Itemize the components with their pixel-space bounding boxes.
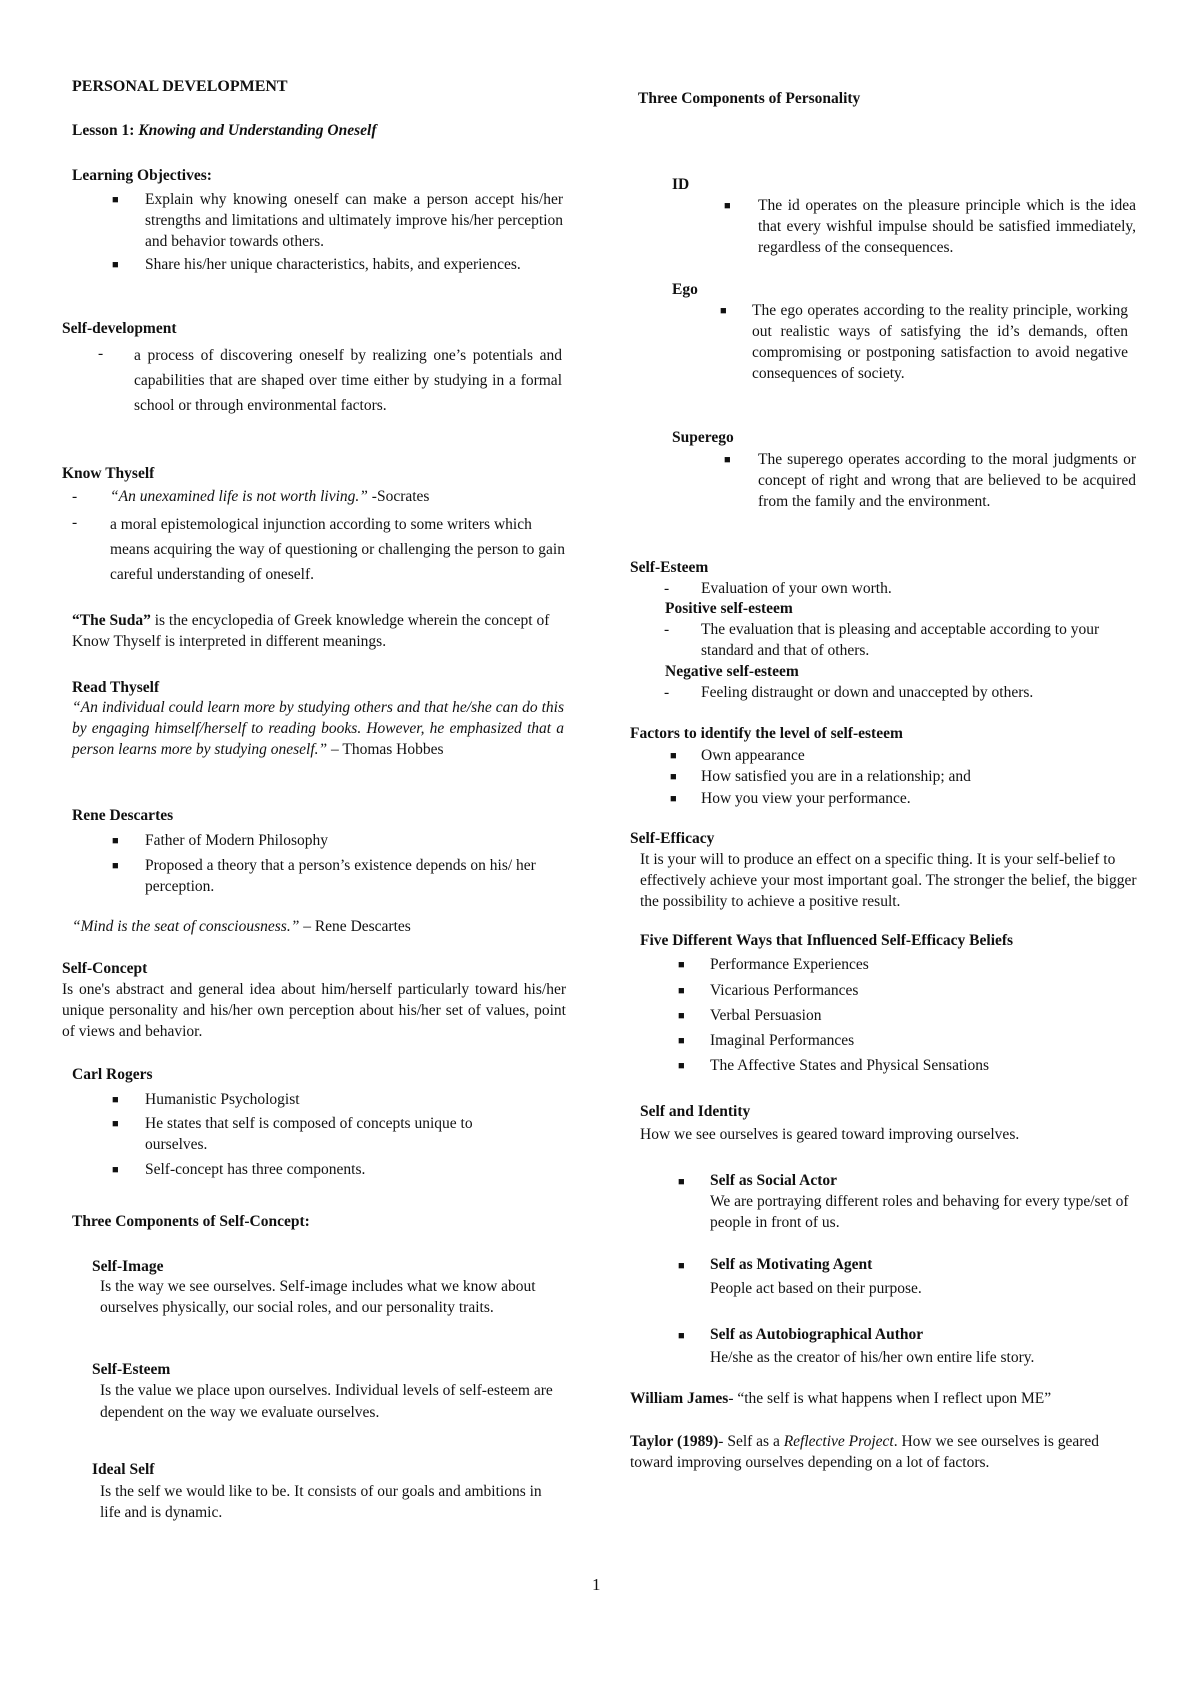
ego-heading: Ego — [672, 281, 698, 298]
bullet-icon: ■ — [678, 1060, 685, 1072]
self-image-heading: Self-Image — [92, 1258, 164, 1275]
rogers-item: Humanistic Psychologist — [145, 1091, 300, 1108]
bullet-icon: ■ — [678, 1260, 685, 1272]
positive-esteem-heading: Positive self-esteem — [665, 600, 793, 617]
self-identity-text: How we see ourselves is geared toward improving ourselves. — [640, 1126, 1020, 1143]
descartes-quote — [72, 916, 411, 937]
self-esteem-text: Is the value we place upon ourselves. Individual levels of self-esteem are dependent on the way we evaluate ourselves. — [100, 1382, 553, 1421]
five-ways-heading: Five Different Ways that Influenced Self-Efficacy Beliefs — [640, 932, 1014, 949]
motivating-agent-text: People act based on their purpose. — [710, 1280, 922, 1297]
objective-item: Share his/her unique characteristics, habits, and experiences. — [145, 256, 521, 273]
five-ways-item: Vicarious Performances — [710, 982, 859, 999]
bullet-icon: ■ — [678, 1035, 685, 1047]
suda-title: “The Suda” — [72, 612, 151, 629]
bullet-icon: ■ — [678, 1010, 685, 1022]
suda-text: is the encyclopedia of Greek knowledge wherein the concept of Know Thyself is interpreted in different meanings. — [72, 612, 550, 650]
self-efficacy-text: It is your will to produce an effect on a specific thing. It is your self-belief to effectively achieve your most important goal. The stronger the belief, the bigger the possibility to achieve a positive result. — [640, 851, 1137, 910]
five-ways-item: Performance Experiences — [710, 956, 869, 973]
id-heading: ID — [672, 176, 690, 193]
descartes-item: Father of Modern Philosophy — [145, 832, 328, 849]
bullet-icon: ■ — [112, 1094, 119, 1106]
william-james-name: William James — [630, 1390, 729, 1407]
page-number: 1 — [592, 1575, 601, 1594]
socrates-quote — [110, 486, 429, 507]
self-development-heading: Self-development — [62, 320, 177, 337]
dash-marker: - — [664, 580, 670, 597]
bullet-icon: ■ — [678, 985, 685, 997]
quote-author: – Thomas Hobbes — [327, 741, 444, 758]
social-actor-title: Self as Social Actor — [710, 1172, 837, 1189]
taylor-italic: Reflective Project — [783, 1433, 894, 1450]
carl-rogers-heading: Carl Rogers — [72, 1066, 153, 1083]
ego-text: The ego operates according to the reality principle, working out realistic ways of satisfying the id’s demands, often compromising or postponing satisfaction to avoid negative consequences of society. — [752, 302, 1128, 382]
rogers-item: He states that self is composed of concepts unique to ourselves. — [145, 1115, 473, 1153]
objectives-heading: Learning Objectives: — [72, 167, 212, 184]
descartes-heading: Rene Descartes — [72, 807, 174, 824]
bullet-icon: ■ — [112, 1118, 119, 1130]
quote-text: “Mind is the seat of consciousness.” — [72, 918, 300, 935]
suda-paragraph — [72, 610, 564, 652]
read-thyself-heading: Read Thyself — [72, 679, 160, 696]
five-ways-item: The Affective States and Physical Sensations — [710, 1057, 990, 1074]
lesson-prefix: Lesson 1: — [72, 122, 135, 139]
quote-author: – Rene Descartes — [299, 918, 411, 935]
bullet-icon: ■ — [670, 771, 677, 783]
bullet-icon: ■ — [112, 194, 119, 206]
bullet-icon: ■ — [112, 860, 119, 872]
ideal-self-text: Is the self we would like to be. It consists of our goals and ambitions in life and is dynamic. — [100, 1483, 542, 1521]
self-esteem-definition: Evaluation of your own worth. — [701, 580, 892, 597]
taylor-name: Taylor (1989) — [630, 1433, 719, 1450]
bullet-icon: ■ — [112, 835, 119, 847]
dash-marker: - — [98, 345, 104, 362]
motivating-agent-title: Self as Motivating Agent — [710, 1256, 873, 1273]
taylor-text-cont: . How we see ourselves is geared toward improving ourselves depending on a lot of factors. — [630, 1433, 1100, 1471]
bullet-icon: ■ — [678, 1176, 685, 1188]
self-concept-text: Is one's abstract and general idea about him/herself particularly toward his/her unique personality and his/her own perception about his/her set of values, point of views and behavior. — [62, 981, 566, 1040]
quote-author: -Socrates — [367, 488, 430, 505]
bullet-icon: ■ — [724, 454, 731, 466]
taylor-paragraph — [630, 1431, 1138, 1473]
bullet-icon: ■ — [720, 305, 727, 317]
negative-esteem-text: Feeling distraught or down and unaccepted by others. — [701, 684, 1034, 701]
self-image-text: Is the way we see ourselves. Self-image includes what we know about ourselves physically, our social roles, and our personality traits. — [100, 1278, 536, 1316]
positive-esteem-text: The evaluation that is pleasing and acceptable according to your standard and that of others. — [701, 621, 1100, 659]
bullet-icon: ■ — [112, 1164, 119, 1176]
bullet-icon: ■ — [678, 1330, 685, 1342]
bullet-icon: ■ — [724, 200, 731, 212]
dash-marker: - — [72, 514, 78, 531]
bullet-icon: ■ — [670, 793, 677, 805]
factor-item: Own appearance — [701, 747, 805, 764]
william-james-text: - “the self is what happens when I reflect upon ME” — [728, 1390, 1052, 1407]
dash-marker: - — [664, 621, 670, 638]
components-heading: Three Components of Self-Concept: — [72, 1213, 310, 1230]
autobiographical-author-title: Self as Autobiographical Author — [710, 1326, 924, 1343]
page-title: PERSONAL DEVELOPMENT — [72, 78, 288, 95]
id-text: The id operates on the pleasure principle which is the idea that every wishful impulse should be satisfied immediately, regardless of the consequences. — [758, 197, 1136, 256]
hobbes-quote — [72, 697, 564, 760]
ideal-self-heading: Ideal Self — [92, 1461, 155, 1478]
quote-text: “An individual could learn more by studying others and that he/she can do this by engaging himself/herself to reading books. However, he emphasized that a person learns more by studying oneself.” — [72, 699, 564, 758]
factor-item: How satisfied you are in a relationship; and — [701, 768, 971, 785]
factors-heading: Factors to identify the level of self-esteem — [630, 725, 903, 742]
self-development-text: a process of discovering oneself by realizing one’s potentials and capabilities that are shaped over time either by studying in a formal school or through environmental factors. — [134, 347, 562, 414]
descartes-item: Proposed a theory that a person’s existence depends on his/ her perception. — [145, 857, 536, 895]
know-thyself-heading: Know Thyself — [62, 465, 155, 482]
objective-item: Explain why knowing oneself can make a person accept his/her strengths and limitations and ultimately improve his/her perception and behavior towards others. — [145, 191, 563, 250]
bullet-icon: ■ — [112, 259, 119, 271]
self-identity-heading: Self and Identity — [640, 1103, 751, 1120]
bullet-icon: ■ — [678, 959, 685, 971]
william-james-quote — [630, 1388, 1051, 1409]
superego-heading: Superego — [672, 429, 734, 446]
dash-marker: - — [664, 684, 670, 701]
autobiographical-author-text: He/she as the creator of his/her own entire life story. — [710, 1349, 1035, 1366]
five-ways-item: Verbal Persuasion — [710, 1007, 822, 1024]
taylor-text: - Self as a — [718, 1433, 784, 1450]
personality-heading: Three Components of Personality — [638, 90, 861, 107]
quote-text: “An unexamined life is not worth living.” — [110, 488, 368, 505]
five-ways-item: Imaginal Performances — [710, 1032, 855, 1049]
self-esteem-heading: Self-Esteem — [92, 1361, 171, 1378]
bullet-icon: ■ — [670, 750, 677, 762]
lesson-title — [72, 120, 376, 141]
negative-esteem-heading: Negative self-esteem — [665, 663, 799, 680]
social-actor-text: We are portraying different roles and behaving for every type/set of people in front of us. — [710, 1193, 1129, 1231]
self-concept-heading: Self-Concept — [62, 960, 148, 977]
factor-item: How you view your performance. — [701, 790, 911, 807]
superego-text: The superego operates according to the moral judgments or concept of right and wrong that are believed to be acquired from the family and the environment. — [758, 451, 1136, 510]
self-esteem-section-heading: Self-Esteem — [630, 559, 709, 576]
rogers-item: Self-concept has three components. — [145, 1161, 366, 1178]
know-thyself-text: a moral epistemological injunction according to some writers which means acquiring the way of questioning or challenging the person to gain careful understanding of oneself. — [110, 516, 565, 583]
self-efficacy-heading: Self-Efficacy — [630, 830, 715, 847]
dash-marker: - — [72, 488, 78, 505]
lesson-name: Knowing and Understanding Oneself — [138, 122, 377, 139]
